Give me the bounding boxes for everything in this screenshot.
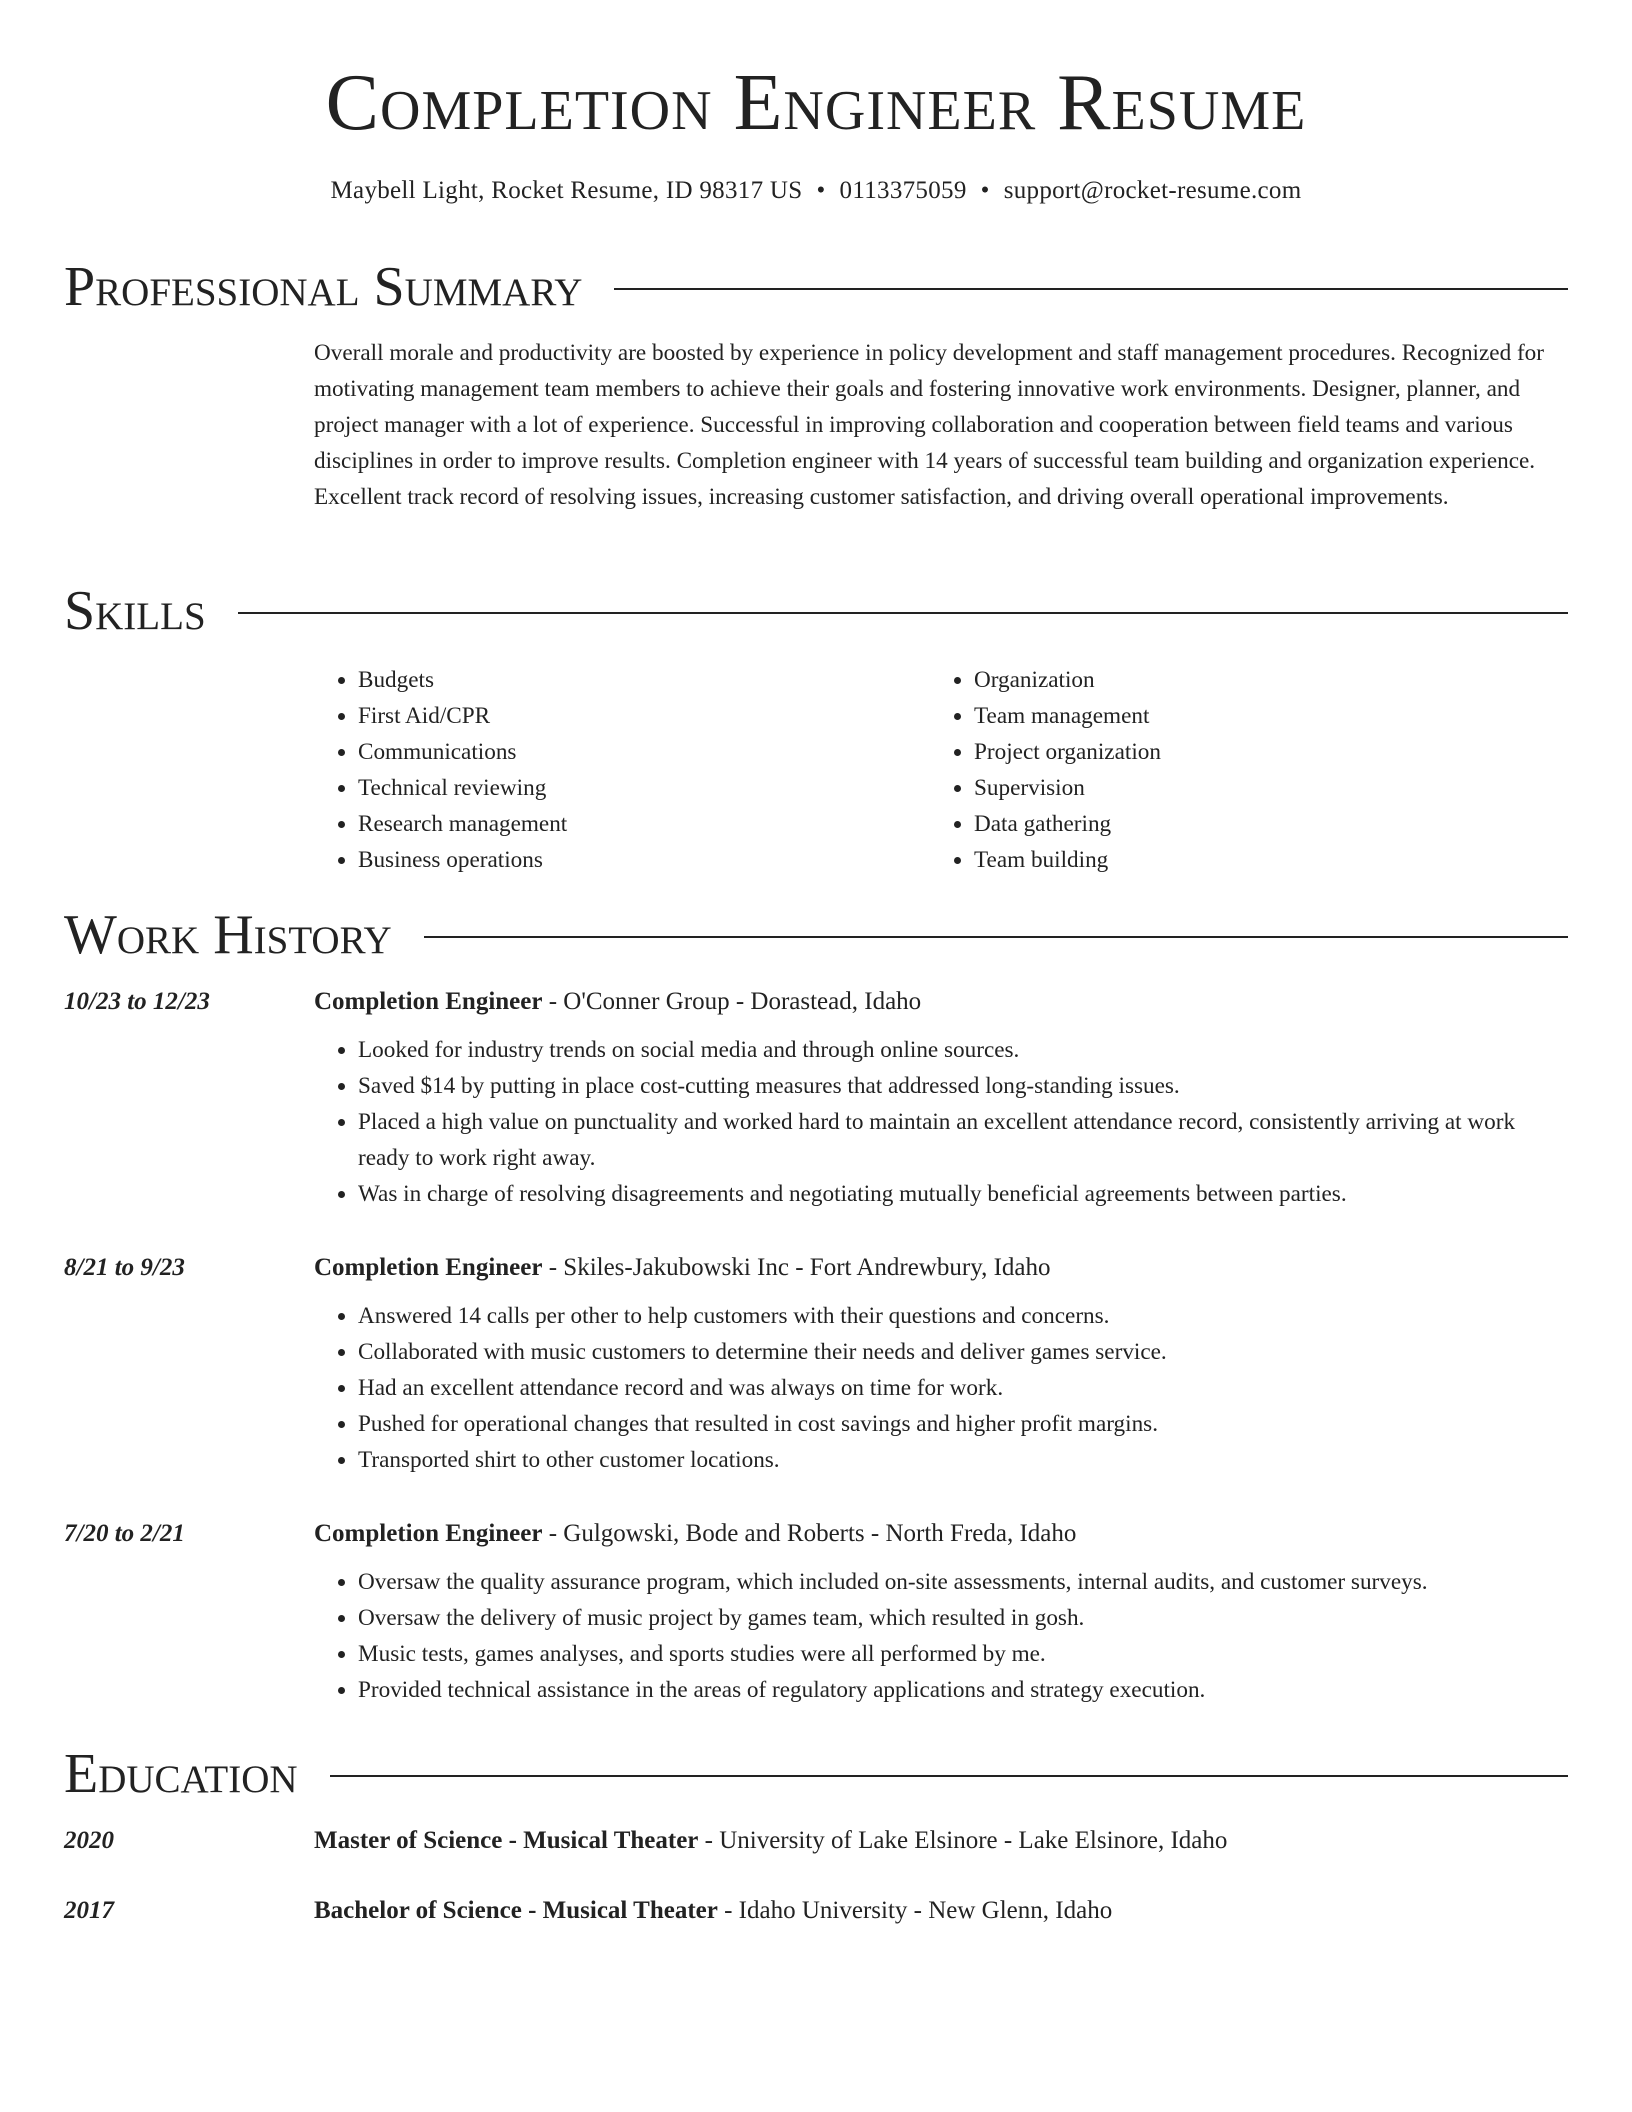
job-bullet: • Music tests, games analyses, and sports studies were all performed by me. [358, 1636, 1568, 1672]
skill-item: • First Aid/CPR [358, 698, 930, 734]
job-bullet: • Was in charge of resolving disagreements and negotiating mutually beneficial agreements between parties. [358, 1176, 1568, 1212]
section-divider [238, 612, 1568, 614]
job-title: Completion Engineer [314, 1254, 543, 1281]
job-dates: 8/21 to 9/23 [64, 1254, 185, 1281]
education-heading-line [314, 1823, 1227, 1859]
job-dates: 10/23 to 12/23 [64, 988, 210, 1015]
resume-title: Completion Engineer Resume [325, 59, 1307, 147]
job-details: - Gulgowski, Bode and Roberts - North Freda, Idaho [542, 1520, 1077, 1547]
skill-item: • Supervision [974, 770, 1546, 806]
skills-list [314, 662, 1568, 878]
skill-item: • Team management [974, 698, 1546, 734]
summary-section-header [64, 254, 1568, 320]
section-divider [614, 288, 1568, 290]
job-title: Completion Engineer [314, 1520, 543, 1547]
section-divider [330, 1775, 1568, 1777]
skills-section-header [64, 578, 1568, 644]
job-heading [314, 1516, 1076, 1552]
job-bullet: • Placed a high value on punctuality and worked hard to maintain an excellent attendance record, consistently arriving at work ready to work right away. [358, 1104, 1568, 1176]
summary-text: Overall morale and productivity are boosted by experience in policy development and staff management procedures. Recognized for motivating management team members to achieve their goals and fostering innovative work environments. Designer, planner, and project manager with a lot of experience. Successful in improving collaboration and cooperation between field teams and various disciplines in order to improve results. Completion engineer with 14 years of successful team building and organization experience. Excellent track record of resolving issues, increasing customer satisfaction, and driving overall operational improvements. [314, 340, 1544, 510]
job-bullet: • Saved $14 by putting in place cost-cutting measures that addressed long-standing issues. [358, 1068, 1568, 1104]
contact-address: Maybell Light, Rocket Resume, ID 98317 US [330, 177, 803, 204]
job-bullets [314, 1298, 1568, 1478]
job-heading [314, 984, 921, 1020]
work-history-heading: Work History [64, 904, 392, 966]
job-details: - Skiles-Jakubowski Inc - Fort Andrewbury, Idaho [542, 1254, 1051, 1281]
skills-heading: Skills [64, 580, 206, 642]
education-degree: Master of Science - Musical Theater [314, 1827, 699, 1854]
job-title: Completion Engineer [314, 988, 543, 1015]
job-bullets [314, 1564, 1568, 1708]
skills-column-right [930, 662, 1546, 878]
skill-item: • Research management [358, 806, 930, 842]
work-history-section-header [64, 902, 1568, 968]
job-bullets [314, 1032, 1568, 1212]
job-bullet: • Oversaw the delivery of music project by games team, which resulted in gosh. [358, 1600, 1568, 1636]
education-details: - University of Lake Elsinore - Lake Elsinore, Idaho [698, 1827, 1228, 1854]
contact-phone: 0113375059 [839, 177, 967, 204]
skill-item: • Communications [358, 734, 930, 770]
education-section-header [64, 1741, 1568, 1807]
job-details: - O'Conner Group - Dorastead, Idaho [542, 988, 922, 1015]
job-bullet: • Answered 14 calls per other to help customers with their questions and concerns. [358, 1298, 1568, 1334]
job-bullet: • Provided technical assistance in the areas of regulatory applications and strategy execution. [358, 1672, 1568, 1708]
skill-item: • Organization [974, 662, 1546, 698]
job-bullet: • Looked for industry trends on social media and through online sources. [358, 1032, 1568, 1068]
skill-item: • Business operations [358, 842, 930, 878]
job-dates: 7/20 to 2/21 [64, 1520, 185, 1547]
section-divider [424, 936, 1568, 938]
summary-heading: Professional Summary [64, 256, 583, 318]
job-bullet: • Had an excellent attendance record and was always on time for work. [358, 1370, 1568, 1406]
contact-separator: • [980, 177, 990, 204]
job-bullet: • Pushed for operational changes that resulted in cost savings and higher profit margins. [358, 1406, 1568, 1442]
contact-separator: • [816, 177, 826, 204]
job-bullet: • Transported shirt to other customer locations. [358, 1442, 1568, 1478]
education-year: 2020 [64, 1827, 114, 1854]
contact-line [0, 174, 1632, 208]
skill-item: • Technical reviewing [358, 770, 930, 806]
education-heading-line [314, 1893, 1112, 1929]
education-degree: Bachelor of Science - Musical Theater [314, 1897, 718, 1924]
education-year: 2017 [64, 1897, 114, 1924]
skill-item: • Data gathering [974, 806, 1546, 842]
skills-column-left [314, 662, 930, 878]
education-details: - Idaho University - New Glenn, Idaho [717, 1897, 1113, 1924]
skill-item: • Project organization [974, 734, 1546, 770]
job-bullet: • Collaborated with music customers to determine their needs and deliver games service. [358, 1334, 1568, 1370]
skill-item: • Budgets [358, 662, 930, 698]
job-bullet: • Oversaw the quality assurance program, which included on-site assessments, internal audits, and customer surveys. [358, 1564, 1568, 1600]
skill-item: • Team building [974, 842, 1546, 878]
job-heading [314, 1250, 1051, 1286]
education-heading: Education [64, 1743, 298, 1805]
contact-email: support@rocket-resume.com [1003, 177, 1302, 204]
